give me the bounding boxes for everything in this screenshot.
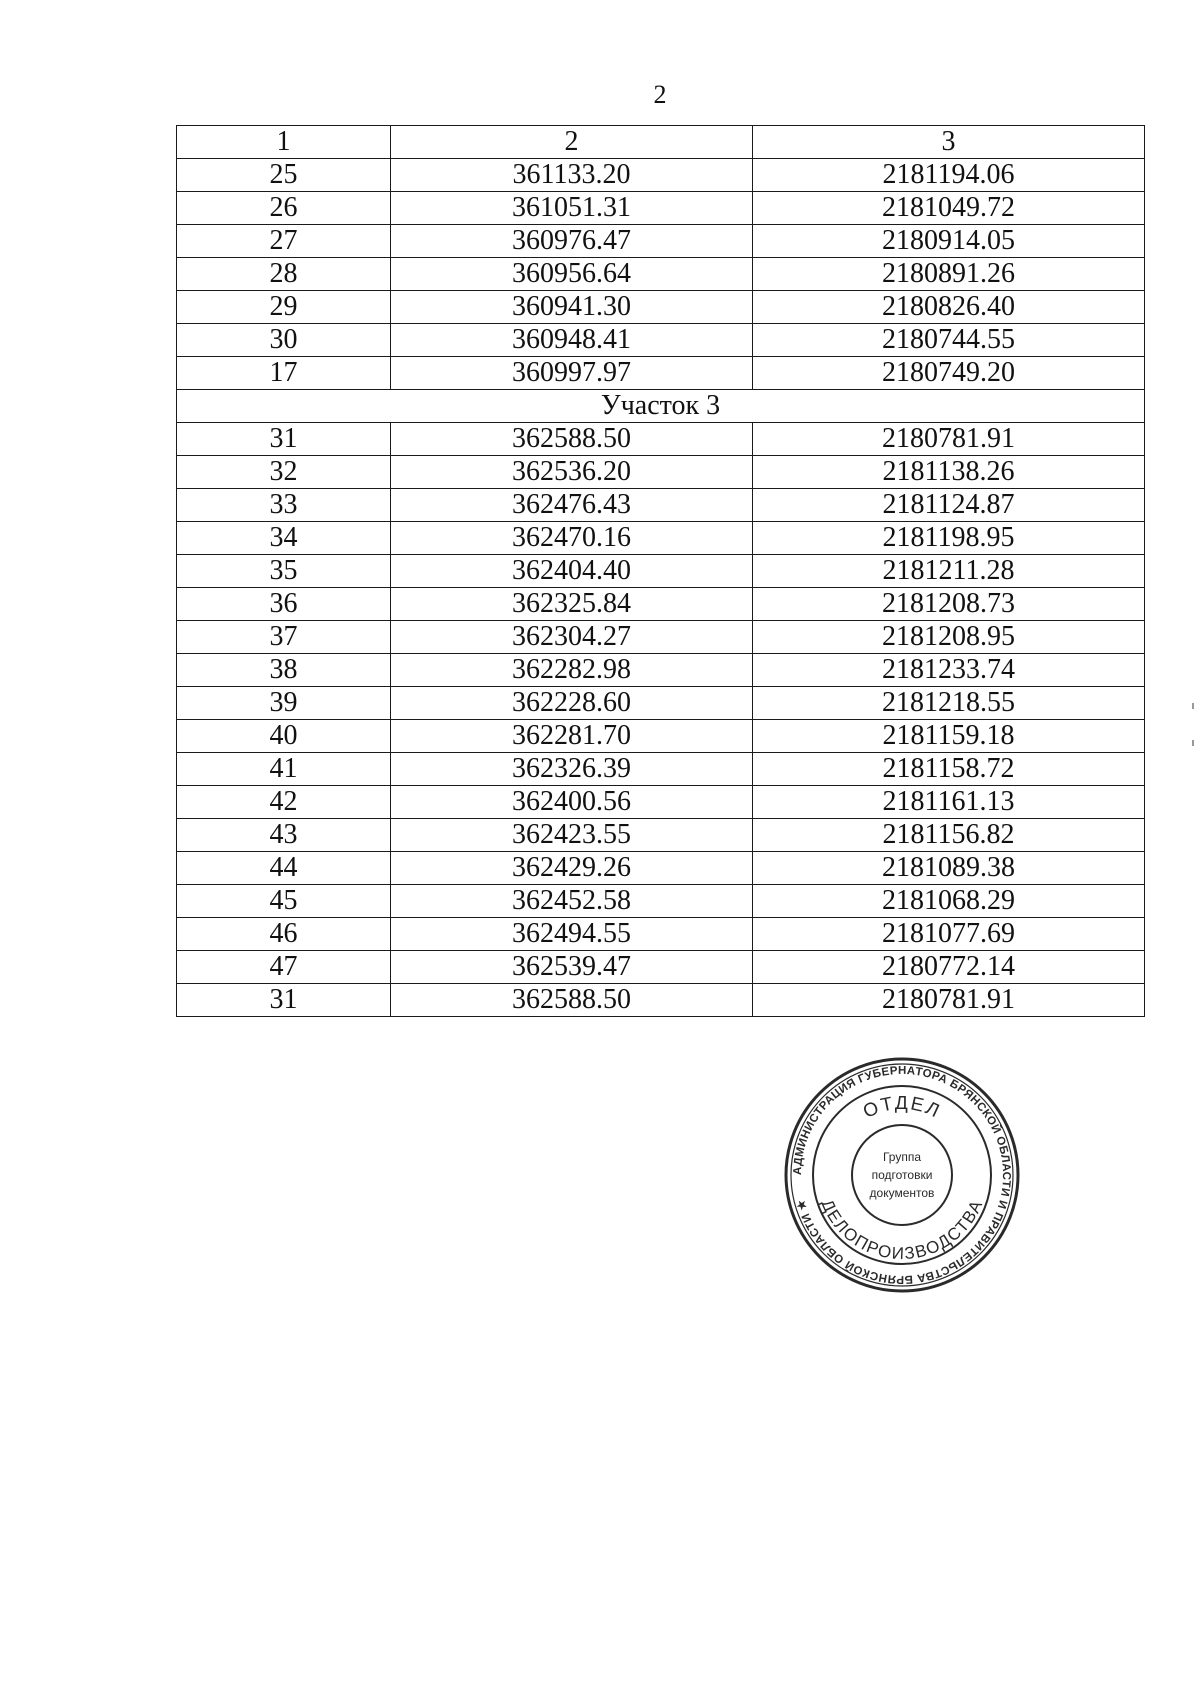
x-coordinate: 362588.50 [391,423,753,456]
y-coordinate: 2180781.91 [753,984,1145,1017]
point-number: 26 [177,192,391,225]
x-coordinate: 360997.97 [391,357,753,390]
official-stamp [782,1055,1022,1295]
y-coordinate: 2180914.05 [753,225,1145,258]
stamp-outer-text-path: АДМИНИСТРАЦИЯ ГУБЕРНАТОРА БРЯНСКОЙ ОБЛАСТИ И ПРАВИТЕЛЬСТВА БРЯНСКОЙ ОБЛАСТИ ★ [791,1064,1013,1286]
table-row [177,192,1145,225]
x-coordinate: 362304.27 [391,621,753,654]
table-row [177,291,1145,324]
table-row [177,819,1145,852]
table-row [177,522,1145,555]
coordinates-table [176,125,1145,1017]
y-coordinate: 2181208.73 [753,588,1145,621]
table-row [177,258,1145,291]
point-number: 35 [177,555,391,588]
x-coordinate: 362281.70 [391,720,753,753]
stamp-center-text [870,1150,935,1200]
header-cell-point: 1 [177,126,391,159]
y-coordinate: 2181161.13 [753,786,1145,819]
y-coordinate: 2181194.06 [753,159,1145,192]
scan-mark [1192,703,1194,709]
section-label: Участок 3 [177,390,1145,423]
y-coordinate: 2181159.18 [753,720,1145,753]
table-row [177,555,1145,588]
y-coordinate: 2180744.55 [753,324,1145,357]
point-number: 42 [177,786,391,819]
point-number: 47 [177,951,391,984]
table-row [177,423,1145,456]
table-row [177,951,1145,984]
y-coordinate: 2180781.91 [753,423,1145,456]
point-number: 31 [177,423,391,456]
table-header-row [177,126,1145,159]
stamp-middle-top-path: ОТДЕЛ [860,1092,945,1123]
x-coordinate: 362325.84 [391,588,753,621]
x-coordinate: 362476.43 [391,489,753,522]
x-coordinate: 362404.40 [391,555,753,588]
table-row [177,588,1145,621]
y-coordinate: 2181049.72 [753,192,1145,225]
table-row [177,621,1145,654]
table-row [177,885,1145,918]
y-coordinate: 2180891.26 [753,258,1145,291]
point-number: 41 [177,753,391,786]
stamp-center-line-2: подготовки [871,1168,933,1182]
x-coordinate: 362228.60 [391,687,753,720]
scan-mark [1192,740,1194,746]
table-row [177,753,1145,786]
point-number: 40 [177,720,391,753]
point-number: 37 [177,621,391,654]
y-coordinate: 2181233.74 [753,654,1145,687]
y-coordinate: 2180772.14 [753,951,1145,984]
point-number: 17 [177,357,391,390]
y-coordinate: 2180826.40 [753,291,1145,324]
point-number: 32 [177,456,391,489]
table-row [177,687,1145,720]
x-coordinate: 362429.26 [391,852,753,885]
y-coordinate: 2181124.87 [753,489,1145,522]
table-row [177,918,1145,951]
point-number: 43 [177,819,391,852]
stamp-center-line-3: документов [869,1186,935,1200]
y-coordinate: 2181198.95 [753,522,1145,555]
stamp-center-line-1: Группа [882,1150,922,1164]
x-coordinate: 361133.20 [391,159,753,192]
table-row [177,654,1145,687]
x-coordinate: 362282.98 [391,654,753,687]
x-coordinate: 360976.47 [391,225,753,258]
point-number: 27 [177,225,391,258]
point-number: 33 [177,489,391,522]
point-number: 30 [177,324,391,357]
point-number: 38 [177,654,391,687]
table-row [177,159,1145,192]
x-coordinate: 360948.41 [391,324,753,357]
stamp-middle-bottom-path: ДЕЛОПРОИЗВОДСТВА [817,1196,987,1264]
x-coordinate: 362423.55 [391,819,753,852]
y-coordinate: 2181156.82 [753,819,1145,852]
table-row [177,225,1145,258]
x-coordinate: 362400.56 [391,786,753,819]
point-number: 25 [177,159,391,192]
x-coordinate: 361051.31 [391,192,753,225]
table-row [177,786,1145,819]
table-row [177,456,1145,489]
section-row [177,390,1145,423]
x-coordinate: 360956.64 [391,258,753,291]
point-number: 29 [177,291,391,324]
point-number: 31 [177,984,391,1017]
y-coordinate: 2181138.26 [753,456,1145,489]
page-number: 2 [653,80,667,109]
table-row [177,720,1145,753]
point-number: 46 [177,918,391,951]
y-coordinate: 2181158.72 [753,753,1145,786]
table-row [177,489,1145,522]
y-coordinate: 2181218.55 [753,687,1145,720]
x-coordinate: 360941.30 [391,291,753,324]
point-number: 28 [177,258,391,291]
x-coordinate: 362452.58 [391,885,753,918]
point-number: 44 [177,852,391,885]
point-number: 34 [177,522,391,555]
stamp-middle-top [860,1093,944,1123]
header-cell-x: 2 [391,126,753,159]
y-coordinate: 2181208.95 [753,621,1145,654]
x-coordinate: 362539.47 [391,951,753,984]
x-coordinate: 362494.55 [391,918,753,951]
point-number: 36 [177,588,391,621]
x-coordinate: 362326.39 [391,753,753,786]
table-row [177,852,1145,885]
x-coordinate: 362536.20 [391,456,753,489]
y-coordinate: 2180749.20 [753,357,1145,390]
point-number: 45 [177,885,391,918]
table-row [177,984,1145,1017]
x-coordinate: 362470.16 [391,522,753,555]
point-number: 39 [177,687,391,720]
y-coordinate: 2181077.69 [753,918,1145,951]
table-row [177,357,1145,390]
y-coordinate: 2181089.38 [753,852,1145,885]
x-coordinate: 362588.50 [391,984,753,1017]
y-coordinate: 2181211.28 [753,555,1145,588]
header-cell-y: 3 [753,126,1145,159]
y-coordinate: 2181068.29 [753,885,1145,918]
table-row [177,324,1145,357]
